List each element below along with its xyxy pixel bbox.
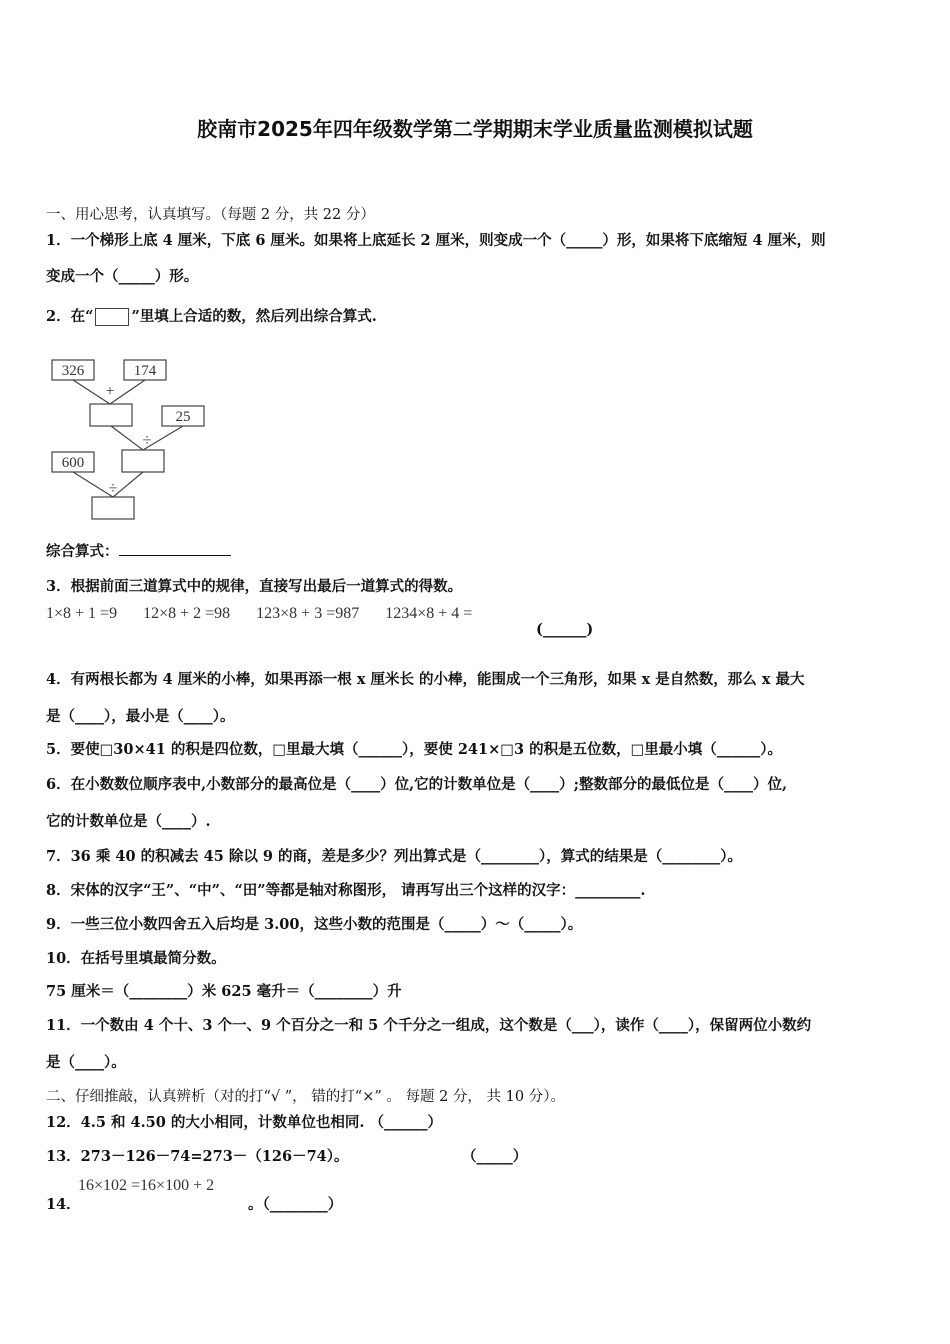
question-4-line-2: 是（____），最小是（____）。 — [46, 708, 235, 725]
question-3: 3．根据前面三道算式中的规律，直接写出最后一道算式的得数。 — [46, 578, 463, 595]
plus-operator: + — [105, 383, 115, 400]
question-9: 9．一些三位小数四舍五入后均是 3.00，这些小数的范围是（_____）～（_____）。 — [46, 916, 583, 933]
question-14-number: 14． — [46, 1196, 81, 1213]
section-heading-1: 一、用心思考，认真填写。（每题 2 分，共 22 分） — [46, 207, 375, 223]
question-11-line-2: 是（____）。 — [46, 1054, 126, 1071]
diagram-result-box-2 — [122, 450, 164, 472]
question-1-line-1: 1．一个梯形上底 4 厘米，下底 6 厘米。如果将上底延长 2 厘米，则变成一个（_____）形，如果将下底缩短 4 厘米，则 — [46, 232, 826, 249]
question-7: 7．36 乘 40 的积减去 45 除以 9 的商，差是多少？列出算式是（________），算式的结果是（________）。 — [46, 848, 743, 865]
diagram-label-25: 25 — [175, 409, 191, 425]
q3-equation-4: 1234×8 + 4 = — [385, 605, 473, 622]
combined-formula-row — [46, 540, 231, 561]
q3-equation-3: 123×8 + 3 =987 — [256, 605, 360, 622]
question-6-line-2: 它的计数单位是（____）. — [46, 813, 211, 830]
question-1-line-2: 变成一个（_____）形。 — [46, 268, 199, 285]
question-8: 8．宋体的汉字“王”、“中”、“田”等都是轴对称图形， 请再写出三个这样的汉字：_________. — [46, 882, 646, 899]
question-11-line-1: 11．一个数由 4 个十、3 个一、9 个百分之一和 5 个千分之一组成，这个数是（___），读作（____），保留两位小数约 — [46, 1017, 812, 1034]
diagram-label-326: 326 — [61, 363, 85, 379]
question-10: 10．在括号里填最简分数。 — [46, 950, 226, 967]
diagram-result-box-1 — [90, 404, 132, 426]
question-10-sub: 75 厘米＝（________）米 625 毫升＝（________）升 — [46, 983, 402, 1000]
answer-underline[interactable] — [119, 541, 231, 556]
question-5: 5．要使□30×41 的积是四位数，□里最大填（______），要使 241×□3 的积是五位数，□里最小填（______）。 — [46, 741, 783, 758]
calculation-diagram — [46, 352, 216, 527]
q3-answer-blank[interactable]: (______) — [536, 621, 594, 638]
question-6-line-1: 6．在小数数位顺序表中,小数部分的最高位是（____）位,它的计数单位是（____）;整数部分的最低位是（____）位, — [46, 776, 788, 793]
divide-operator-2: ÷ — [108, 480, 118, 497]
question-12: 12．4.5 和 4.50 的大小相同，计数单位也相同. （______） — [46, 1114, 442, 1131]
q3-equation-1: 1×8 + 1 =9 — [46, 605, 118, 622]
question-2 — [46, 305, 377, 326]
combined-formula-label: 综合算式： — [46, 543, 119, 560]
page-title: 胶南市2025年四年级数学第二学期期末学业质量监测模拟试题 — [197, 117, 753, 141]
question-13-blank[interactable]: （_____） — [462, 1148, 528, 1165]
q3-equation-2: 12×8 + 2 =98 — [143, 605, 231, 622]
section-heading-2: 二、仔细推敲，认真辨析（对的打“√ ”， 错的打“×” 。 每题 2 分， 共 10 分）。 — [46, 1089, 565, 1105]
question-13: 13．273－126－74=273－（126－74）。 — [46, 1148, 349, 1165]
question-14-blank[interactable]: 。（________） — [248, 1196, 343, 1213]
question-14-equation: 16×102 =16×100 + 2 — [78, 1177, 215, 1194]
blank-box-icon — [95, 308, 129, 326]
question-2-suffix: ”里填上合适的数，然后列出综合算式. — [131, 308, 377, 325]
divide-operator-1: ÷ — [142, 432, 152, 449]
question-4-line-1: 4．有两根长都为 4 厘米的小棒，如果再添一根 x 厘米长 的小棒，能围成一个三角形，如果 x 是自然数，那么 x 最大 — [46, 671, 805, 688]
q3-equations — [46, 605, 472, 623]
diagram-label-174: 174 — [133, 363, 157, 379]
question-2-prefix: 2．在“ — [46, 308, 94, 325]
diagram-label-600: 600 — [61, 455, 85, 471]
diagram-result-box-3 — [92, 497, 134, 519]
